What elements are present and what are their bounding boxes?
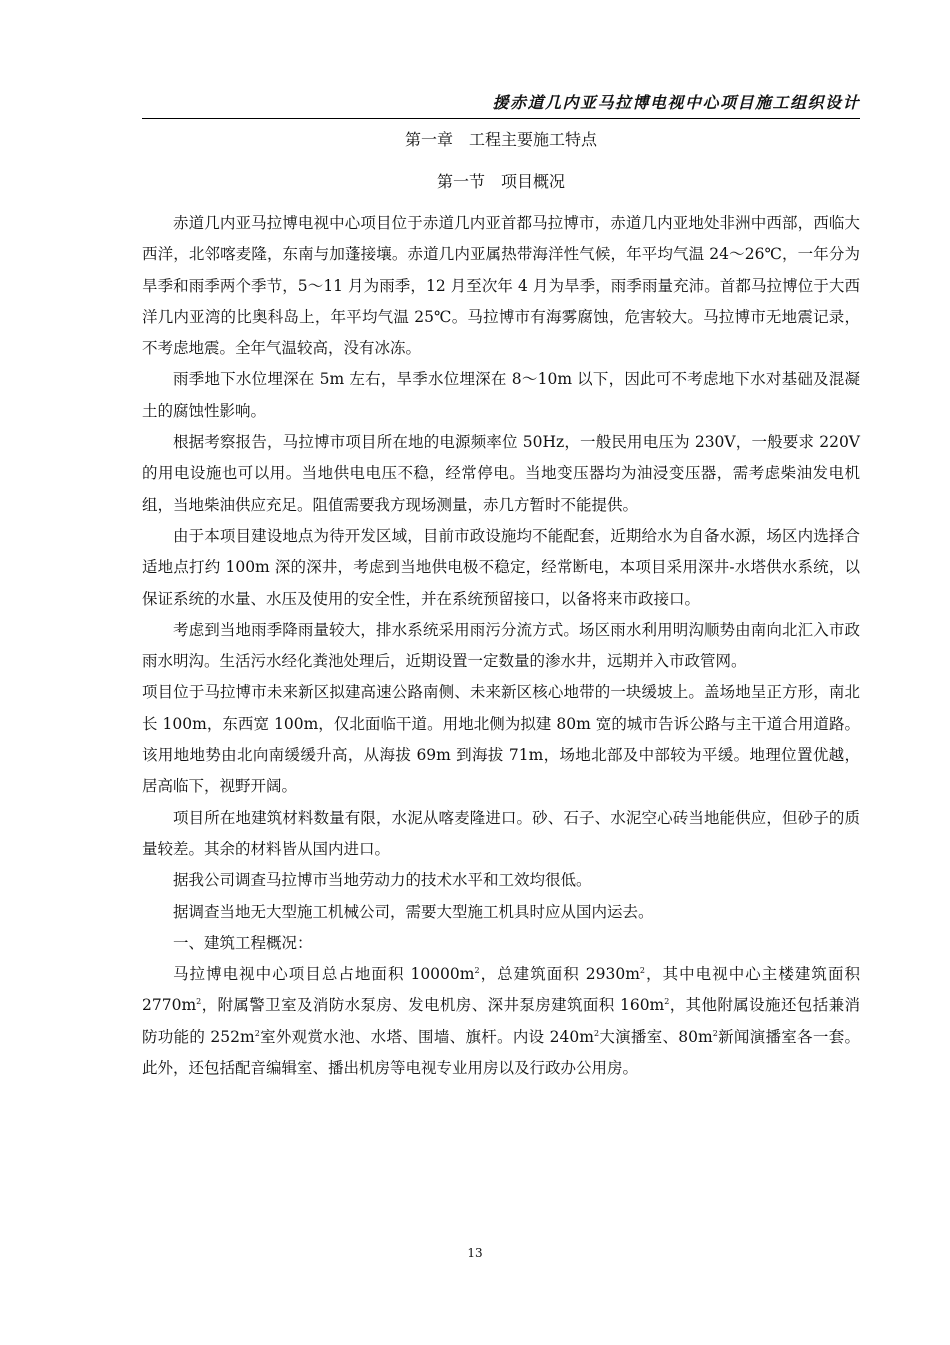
paragraph-power-supply: 根据考察报告，马拉博市项目所在地的电源频率位 50Hz，一般民用电压为 230V，一般要求 220V 的用电设施也可以用。当地供电电压不稳，经常停电。当地变压器均为油浸变压器，需考虑柴油发电机组，当地柴油供应充足。阻值需要我方现场测量，赤几方暂时不能提供。 (142, 433, 860, 514)
superscript-2: 2 (664, 997, 670, 1007)
area-text-6: 室外观赏水池、水塔、围墙、旗杆。内设 240m (259, 1027, 594, 1046)
superscript-2: 2 (196, 997, 202, 1007)
paragraph-machinery: 据调查当地无大型施工机械公司，需要大型施工机具时应从国内运去。 (173, 902, 654, 921)
area-text-8: 新闻演播室各一套。此外，还包括配音编辑室、播出机房等电视专业用房以及行政办公用房。 (142, 1027, 860, 1078)
subheading-building-overview: 一、建筑工程概况： (173, 933, 313, 952)
paragraph-site-location: 项目位于马拉博市未来新区拟建高速公路南侧、未来新区核心地带的一块缓坡上。盖场地呈正方形，南北长 100m，东西宽 100m，仅北面临干道。用地北侧为拟建 80m 宽的城市告诉公路与主干道合用道路。该用地地势由北向南缓缓升高，从海拔 69m 到海拔 71m，场地北部及中部较为平缓。地理位置优越，居高临下，视野开阔。 (142, 683, 860, 796)
area-text-4: ，附属警卫室及消防水泵房、发电机房、深井泵房建筑面积 160m (201, 996, 665, 1015)
header-divider (142, 118, 860, 119)
section-title: 第一节 项目概况 (436, 172, 565, 191)
paragraph-climate: 赤道几内亚马拉博电视中心项目位于赤道几内亚首都马拉博市，赤道几内亚地处非洲中西部，西临大西洋，北邻喀麦隆，东南与加蓬接壤。赤道几内亚属热带海洋性气候，年平均气温 24～26℃，一年分为旱季和雨季两个季节，5～11 月为雨季，12 月至次年 4 月为旱季，雨季雨量充沛。首都马拉博位于大西洋几内亚湾的比奥科岛上，年平均气温 25℃。马拉博市有海雾腐蚀，危害较大。马拉博市无地震记录，不考虑地震。全年气温较高，没有冰冻。 (142, 214, 860, 358)
superscript-2: 2 (474, 965, 480, 975)
paragraph-materials: 项目所在地建筑材料数量有限，水泥从喀麦隆进口。砂、石子、水泥空心砖当地能供应，但砂子的质量较差。其余的材料皆从国内进口。 (142, 808, 860, 858)
paragraph-water-supply: 由于本项目建设地点为待开发区域，目前市政设施均不能配套，近期给水为自备水源，场区内选择合适地点打约 100m 深的深井，考虑到当地供电极不稳定，经常断电，本项目采用深井-水塔供水系统，以保证系统的水量、水压及使用的安全性，并在系统预留接口，以备将来市政接口。 (142, 526, 860, 608)
area-text-2: ，总建筑面积 2930m (479, 965, 640, 984)
paragraph-drainage: 考虑到当地雨季降雨量较大，排水系统采用雨污分流方式。场区雨水利用明沟顺势由南向北汇入市政雨水明沟。生活污水经化粪池处理后，近期设置一定数量的渗水井，远期并入市政管网。 (142, 620, 860, 671)
body-text (142, 208, 860, 1084)
area-text-1: 马拉博电视中心项目总占地面积 10000m (173, 965, 475, 984)
superscript-2: 2 (593, 1028, 600, 1038)
superscript-2: 2 (254, 1028, 260, 1038)
paragraph-groundwater: 雨季地下水位埋深在 5m 左右，旱季水位埋深在 8～10m 以下，因此可不考虑地下水对基础及混凝土的腐蚀性影响。 (142, 370, 860, 420)
superscript-2: 2 (639, 965, 646, 975)
chapter-title: 第一章 工程主要施工特点 (404, 130, 597, 149)
superscript-2: 2 (712, 1028, 718, 1038)
page-number: 13 (467, 1246, 483, 1260)
paragraph-building-areas (142, 959, 860, 1084)
paragraph-labor: 据我公司调查马拉博市当地劳动力的技术水平和工效均很低。 (173, 871, 592, 890)
area-text-3: ，其中电视中心主楼建筑面积 2770m (142, 965, 860, 1015)
running-header-title: 援赤道几内亚马拉博电视中心项目施工组织设计 (492, 93, 860, 112)
area-text-5: ，其他附属设施还包括兼消防功能的 252m (142, 996, 860, 1046)
area-text-7: 大演播室、80m (599, 1027, 713, 1046)
